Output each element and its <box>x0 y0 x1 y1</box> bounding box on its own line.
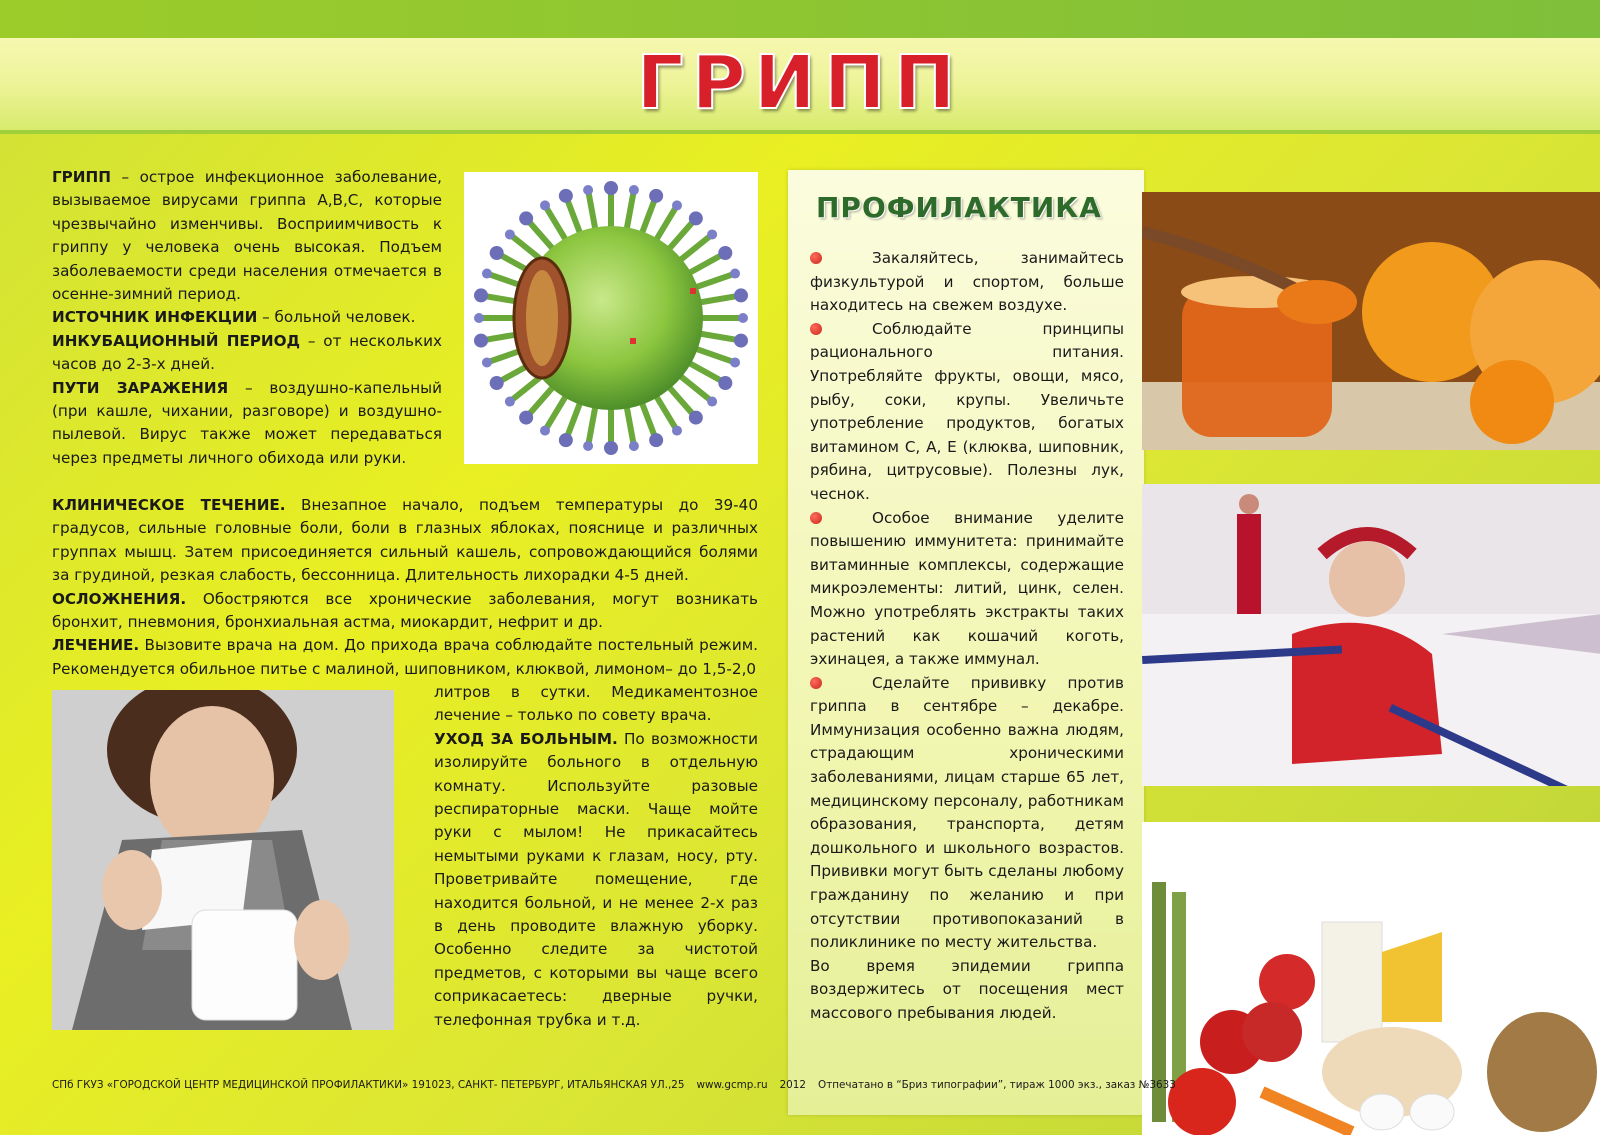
footer-year: 2012 <box>779 1079 807 1091</box>
jam-and-oranges-photo <box>1142 192 1600 450</box>
prevention-item-text: Особое внимание уделите повышению иммунитета: принимайте витаминные комплексы, содержащие микроэлементы: литий, цинк, селен. Можно употреблять экстракты таких растений как кошачий коготь, эхинацея, а также иммунал. <box>810 508 1124 669</box>
jam-illustration <box>1142 192 1600 450</box>
source-term: ИСТОЧНИК ИНФЕКЦИИ <box>52 308 258 327</box>
prevention-item <box>810 507 1124 672</box>
paths-text: – воздушно-капельный (при кашле, чихании, разговоре) и воздушно-пылевой. Вирус также может передаваться через предметы личного обихода или руки. <box>52 378 443 467</box>
treatment-term: ЛЕЧЕНИЕ. <box>52 636 140 655</box>
care-text <box>434 681 758 1032</box>
source-text: – больной человек. <box>257 308 416 327</box>
paths-term: ПУТИ ЗАРАЖЕНИЯ <box>52 378 229 397</box>
bullet-dot-icon <box>810 252 822 264</box>
care-term: УХОД ЗА БОЛЬНЫМ. <box>434 729 618 748</box>
prevention-item <box>810 672 1124 955</box>
clinical-paragraph <box>52 494 758 588</box>
incubation-paragraph <box>52 330 442 377</box>
prevention-item <box>810 247 1124 318</box>
treatment-paragraph <box>52 634 758 681</box>
gripp-term: ГРИПП <box>52 168 111 186</box>
care-body: По возможности изолируйте больного в отдельную комнату. Используйте разовые респираторные маски. Чаще мойте руки с мылом! Не прикасайтесь немытыми руками к глазам, носу, рту. Проветривайте помещение, где находится больной, и не менее 2-х раз в день проводите влажную уборку. Особенно следите за чистотой предметов, с которыми вы чаще всего соприкасаетесь: дверные ручки, телефонная трубка и т.д. <box>434 729 758 1029</box>
prevention-item <box>810 318 1124 507</box>
intro-text <box>52 166 442 470</box>
footer-site: www.gcmp.ru <box>696 1079 768 1091</box>
woman-illustration <box>52 690 394 1030</box>
complications-body: Обостряются все хронические заболевания, могут возникать бронхит, пневмония, бронхиальная астма, миокардит, нефрит и др. <box>52 589 758 632</box>
gripp-text: – острое инфекционное заболевание, вызываемое вирусами гриппа А,В,С, которые чрезвычайно изменчивы. Восприимчивость к гриппу у человека очень высокая. Подъем заболеваемости среди населения отмечается в осенне-зимний период. <box>52 168 442 304</box>
care-paragraph <box>434 728 758 1032</box>
paths-paragraph <box>52 377 442 471</box>
prevention-item-text: Соблюдайте принципы рационального питания. Употребляйте фрукты, овощи, мясо, рыбу, соки, крупы. Увеличьте употребление продуктов, богатых витамином С, А, Е (клюква, шиповник, рябина, цитрусовые). Полезны лук, чеснок. <box>810 319 1124 503</box>
footer-print: Отпечатано в “Бриз типографии”, тираж 1000 экз., заказ №3633 <box>818 1079 1176 1091</box>
ski-illustration <box>1142 484 1600 786</box>
skiing-woman-photo <box>1142 484 1600 786</box>
incubation-text: – от нескольких часов до 2-3-х дней. <box>52 331 443 374</box>
bullet-dot-icon <box>810 323 822 335</box>
treatment-continued: литров в сутки. Медикаментозное лечение – только по совету врача. <box>434 683 758 725</box>
source-paragraph <box>52 306 442 329</box>
virus-icon <box>464 172 758 464</box>
bullet-dot-icon <box>810 512 822 524</box>
clinical-text <box>52 494 758 681</box>
prevention-title: ПРОФИЛАКТИКА <box>816 191 1102 224</box>
clinical-term: КЛИНИЧЕСКОЕ ТЕЧЕНИЕ. <box>52 496 286 514</box>
bullet-dot-icon <box>810 677 822 689</box>
gripp-paragraph <box>52 166 442 306</box>
virus-illustration <box>464 172 758 464</box>
page-title: ГРИПП <box>636 40 964 126</box>
food-illustration <box>1142 822 1600 1135</box>
prevention-text <box>810 247 1124 1026</box>
prevention-item-text: Сделайте прививку против гриппа в сентябре – декабре. Иммунизация особенно важна людям, страдающим хроническими заболеваниями, лицам старше 65 лет, медицинскому персоналу, работникам образования, транспорта, детям дошкольного и школьного возрастов. Прививки могут быть сделаны любому гражданину по желанию и при отсутствии противопоказаний в поликлинике по месту жительства. <box>810 673 1124 952</box>
incubation-term: ИНКУБАЦИОННЫЙ ПЕРИОД <box>52 331 301 350</box>
complications-term: ОСЛОЖНЕНИЯ. <box>52 589 187 608</box>
prevention-final: Во время эпидемии гриппа воздержитесь от посещения мест массового пребывания людей. <box>810 956 1124 1022</box>
prevention-item-text: Закаляйтесь, занимайтесь физкультурой и спортом, больше находитесь на свежем воздухе. <box>810 249 1124 315</box>
complications-paragraph <box>52 588 758 635</box>
footer <box>52 1078 1176 1092</box>
clinical-body: Внезапное начало, подъем температуры до 39-40 градусов, сильные головные боли, боли в глазных яблоках, пояснице и различных группах мышц. Затем присоединяется сильный кашель, сопровождающийся болями за грудиной, резкая слабость, бессонница. Длительность лихорадки 4-5 дней. <box>52 496 758 585</box>
healthy-food-photo <box>1142 822 1600 1135</box>
top-band <box>0 0 1600 38</box>
footer-org: СПб ГКУЗ «ГОРОДСКОЙ ЦЕНТР МЕДИЦИНСКОЙ ПРОФИЛАКТИКИ» 191023, САНКТ- ПЕТЕРБУРГ, ИТАЛЬЯНСКАЯ УЛ.,25 <box>52 1079 685 1091</box>
woman-with-tissue-photo <box>52 690 394 1030</box>
treatment-body: Вызовите врача на дом. До прихода врача соблюдайте постельный режим. Рекомендуется обильное питье с малиной, шиповником, клюквой, лимоном– до 1,5-2,0 <box>52 636 758 678</box>
